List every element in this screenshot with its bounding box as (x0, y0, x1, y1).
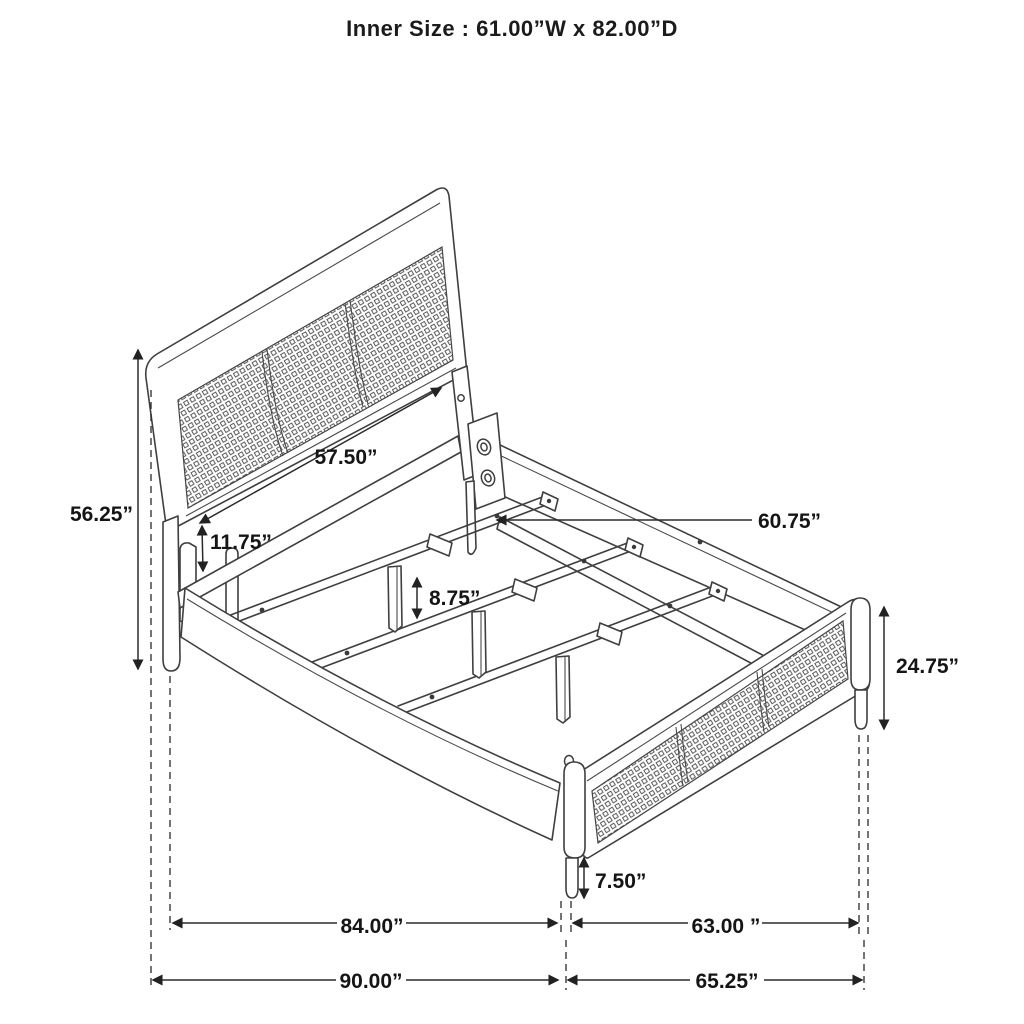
label-leg-height: 8.75” (429, 587, 481, 610)
label-overall-width: 65.25” (695, 970, 759, 993)
post-hole (458, 395, 464, 401)
footboard-left-cap (564, 762, 585, 858)
bracket-peg (466, 481, 476, 554)
footboard-mesh (592, 621, 848, 843)
label-headboard-height: 56.25” (69, 503, 133, 526)
footboard-left-leg (566, 858, 578, 898)
footboard-right-leg (855, 690, 867, 729)
center-leg-2 (472, 611, 486, 678)
label-panel-width: 57.50” (314, 446, 378, 469)
label-overall-length: 90.00” (339, 970, 403, 993)
label-footboard-leg: 7.50” (595, 870, 647, 893)
diagram-title: Inner Size : 61.00”W x 82.00”D (346, 16, 678, 41)
label-slat-length: 60.75” (758, 510, 822, 533)
center-leg-3 (556, 656, 570, 723)
label-footboard-height: 24.75” (896, 655, 960, 678)
label-rail-length: 84.00” (340, 915, 404, 938)
label-panel-gap: 11.75” (210, 531, 272, 554)
arrow-11-75 (202, 526, 203, 571)
side-rail-near (181, 588, 560, 840)
center-leg-1 (388, 566, 402, 632)
footboard-right-cap (851, 598, 870, 690)
label-footboard-span: 63.00 ” (691, 915, 761, 938)
